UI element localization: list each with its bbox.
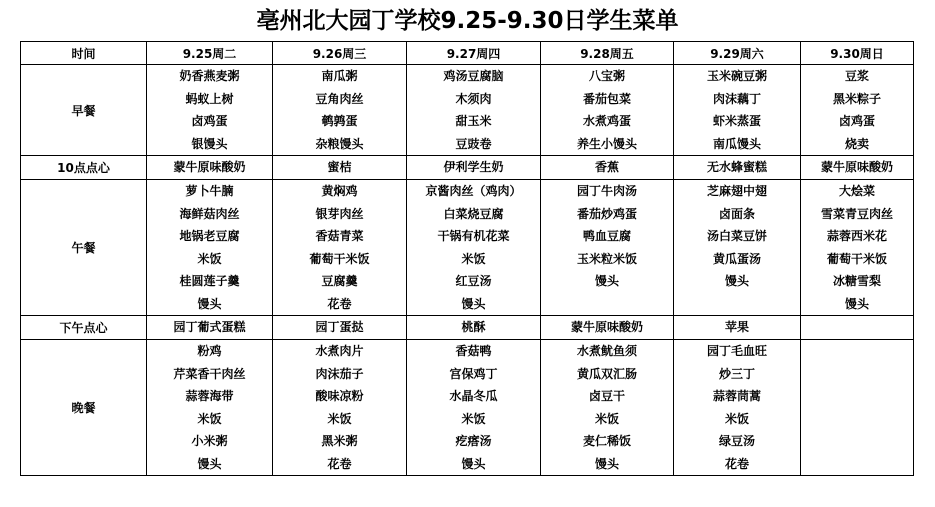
menu-cell [801, 156, 914, 180]
dish-item: 甜玉米 [455, 114, 492, 128]
dish-item: 馒头 [844, 296, 869, 311]
meal-row [21, 340, 914, 476]
menu-cell [147, 340, 273, 476]
dish-item: 香菇鸭 [455, 344, 492, 358]
dish-item: 虾米蒸蛋 [712, 114, 761, 128]
meal-row [21, 65, 914, 156]
menu-cell [541, 316, 674, 340]
dish-item: 米饭 [724, 411, 749, 426]
dish-item: 地锅老豆腐 [179, 229, 240, 243]
menu-cell [674, 340, 801, 476]
dish-item [801, 316, 913, 339]
dish-item: 萝卜牛腩 [185, 184, 234, 198]
dish-item: 卤鸡蛋 [191, 114, 228, 128]
dish-item [674, 293, 800, 316]
day-header: 9.30周日 [801, 42, 914, 65]
menu-cell [147, 65, 273, 156]
day-header: 9.29周六 [674, 42, 801, 65]
dish-item [801, 408, 913, 431]
meal-row [21, 156, 914, 180]
dish-item: 鹌鹑蛋 [321, 114, 358, 128]
menu-cell [674, 180, 801, 316]
dish-item: 黄瓜蛋汤 [712, 251, 761, 266]
dish-item: 白菜烧豆腐 [443, 206, 504, 221]
dish-item: 馒头 [197, 296, 222, 311]
menu-cell [407, 65, 541, 156]
dish-item: 水煮鸡蛋 [582, 114, 631, 128]
dish-item: 馒头 [724, 274, 749, 288]
dish-item: 香菇青菜 [315, 229, 364, 243]
menu-cell [674, 156, 801, 180]
dish-item: 杂粮馒头 [315, 136, 364, 151]
menu-cell [674, 65, 801, 156]
dish-item: 八宝粥 [588, 69, 625, 83]
dish-item: 豆浆 [844, 69, 869, 83]
dish-item [541, 293, 673, 316]
dish-item: 蜜桔 [327, 160, 352, 174]
menu-cell [273, 316, 407, 340]
meal-label: 午餐 [21, 180, 147, 316]
dish-item: 园丁毛血旺 [706, 344, 767, 358]
menu-cell [801, 180, 914, 316]
dish-item: 葡萄干米饭 [309, 251, 370, 266]
dish-item: 鸭血豆腐 [582, 229, 631, 243]
meal-label: 下午点心 [21, 316, 147, 340]
dish-item: 花卷 [327, 456, 352, 471]
meal-label: 10点点心 [21, 156, 147, 180]
dish-item [801, 385, 913, 408]
dish-item: 木须肉 [455, 91, 492, 106]
dish-item: 汤白菜豆饼 [706, 229, 767, 243]
dish-item: 卤豆干 [588, 389, 625, 403]
dish-item: 卤面条 [718, 206, 755, 221]
dish-item: 香蕉 [594, 160, 619, 174]
dish-item: 京酱肉丝（鸡肉） [425, 184, 522, 198]
dish-item: 蒜蓉西米花 [826, 229, 887, 243]
dish-item: 玉米碗豆粥 [706, 69, 767, 83]
dish-item: 奶香燕麦粥 [179, 69, 240, 83]
dish-item: 干锅有机花菜 [437, 229, 510, 243]
dish-item: 花卷 [327, 296, 352, 311]
menu-cell [147, 316, 273, 340]
meal-label: 晚餐 [21, 340, 147, 476]
dish-item: 疙瘩汤 [455, 434, 492, 448]
menu-cell [541, 340, 674, 476]
meal-label: 早餐 [21, 65, 147, 156]
dish-item: 冰糖雪梨 [832, 274, 881, 288]
dish-item: 番茄包菜 [582, 91, 631, 106]
dish-item: 园丁牛肉汤 [576, 184, 637, 198]
dish-item: 米饭 [594, 411, 619, 426]
menu-cell [801, 65, 914, 156]
menu-cell [273, 65, 407, 156]
dish-item: 蚂蚁上树 [185, 91, 234, 106]
dish-item: 桃酥 [461, 320, 486, 334]
dish-item: 海鲜菇肉丝 [179, 206, 240, 221]
dish-item: 葡萄干米饭 [826, 251, 887, 266]
dish-item: 红豆汤 [455, 274, 492, 288]
menu-cell [147, 180, 273, 316]
dish-item: 水煮鱿鱼须 [576, 344, 637, 358]
menu-cell [801, 316, 914, 340]
day-header: 9.26周三 [273, 42, 407, 65]
dish-item: 大烩菜 [838, 184, 875, 198]
dish-item: 烧卖 [844, 136, 869, 151]
dish-item: 玉米粒米饭 [576, 251, 637, 266]
dish-item: 酸味凉粉 [315, 389, 364, 403]
dish-item: 豆豉卷 [455, 136, 492, 151]
day-header: 9.25周二 [147, 42, 273, 65]
dish-item: 卤鸡蛋 [838, 114, 875, 128]
menu-cell [541, 156, 674, 180]
dish-item: 黄瓜双汇肠 [576, 366, 637, 381]
dish-item: 银馒头 [191, 136, 228, 151]
dish-item: 米饭 [461, 411, 486, 426]
meal-row [21, 316, 914, 340]
dish-item: 蒙牛原味酸奶 [173, 160, 246, 174]
menu-cell [801, 340, 914, 476]
dish-item: 水煮肉片 [315, 344, 364, 358]
dish-item: 园丁葡式蛋糕 [173, 320, 246, 334]
dish-item: 米饭 [461, 251, 486, 266]
dish-item: 花卷 [724, 456, 749, 471]
dish-item: 麦仁稀饭 [582, 434, 631, 448]
dish-item [801, 453, 913, 476]
dish-item: 黑米粽子 [832, 91, 881, 106]
menu-cell [273, 340, 407, 476]
menu-cell [407, 156, 541, 180]
header-row [21, 42, 914, 65]
dish-item: 绿豆汤 [718, 434, 755, 448]
dish-item [801, 340, 913, 363]
dish-item: 无水蜂蜜糕 [706, 160, 767, 174]
dish-item: 馒头 [197, 456, 222, 471]
dish-item [801, 363, 913, 386]
dish-item: 馒头 [461, 456, 486, 471]
menu-cell [541, 180, 674, 316]
dish-item: 宫保鸡丁 [449, 366, 498, 381]
dish-item: 蒙牛原味酸奶 [820, 160, 893, 174]
dish-item [801, 430, 913, 453]
dish-item: 黑米粥 [321, 434, 358, 448]
dish-item: 肉沫茄子 [315, 366, 364, 381]
day-header: 9.27周四 [407, 42, 541, 65]
dish-item: 芹菜香干肉丝 [173, 366, 246, 381]
dish-item: 馒头 [461, 296, 486, 311]
menu-cell [407, 316, 541, 340]
menu-cell [147, 156, 273, 180]
dish-item: 米饭 [197, 251, 222, 266]
day-header: 9.28周五 [541, 42, 674, 65]
dish-item: 肉沫藕丁 [712, 91, 761, 106]
dish-item: 豆腐羹 [321, 274, 358, 288]
dish-item: 水晶冬瓜 [449, 389, 498, 403]
meal-row [21, 180, 914, 316]
menu-title: 亳州北大园丁学校9.25-9.30日学生菜单 [256, 8, 679, 34]
dish-item: 蒜蓉茼蒿 [712, 389, 761, 403]
menu-cell [674, 316, 801, 340]
menu-table [20, 41, 914, 476]
dish-item: 粉鸡 [197, 344, 222, 358]
dish-item: 养生小馒头 [576, 136, 637, 151]
dish-item: 雪菜青豆肉丝 [820, 206, 893, 221]
dish-item: 番茄炒鸡蛋 [576, 206, 637, 221]
dish-item: 银芽肉丝 [315, 206, 364, 221]
dish-item: 芝麻翅中翅 [706, 184, 767, 198]
dish-item: 馒头 [594, 274, 619, 288]
dish-item: 伊利学生奶 [443, 160, 504, 174]
dish-item: 蒙牛原味酸奶 [570, 320, 643, 334]
menu-cell [407, 340, 541, 476]
dish-item: 黄焖鸡 [321, 184, 358, 198]
menu-cell [273, 180, 407, 316]
dish-item: 米饭 [197, 411, 222, 426]
dish-item: 鸡汤豆腐脑 [443, 69, 504, 83]
menu-cell [541, 65, 674, 156]
dish-item: 桂圆莲子羹 [179, 274, 240, 288]
menu-cell [273, 156, 407, 180]
dish-item: 馒头 [594, 456, 619, 471]
dish-item: 南瓜馒头 [712, 136, 761, 151]
menu-cell [407, 180, 541, 316]
dish-item: 炒三丁 [718, 366, 755, 381]
dish-item: 米饭 [327, 411, 352, 426]
dish-item: 蒜蓉海带 [185, 389, 234, 403]
dish-item: 豆角肉丝 [315, 91, 364, 106]
time-header: 时间 [21, 42, 147, 65]
dish-item: 小米粥 [191, 434, 228, 448]
dish-item: 苹果 [724, 320, 749, 334]
dish-item: 南瓜粥 [321, 69, 358, 83]
dish-item: 园丁蛋挞 [315, 320, 364, 334]
